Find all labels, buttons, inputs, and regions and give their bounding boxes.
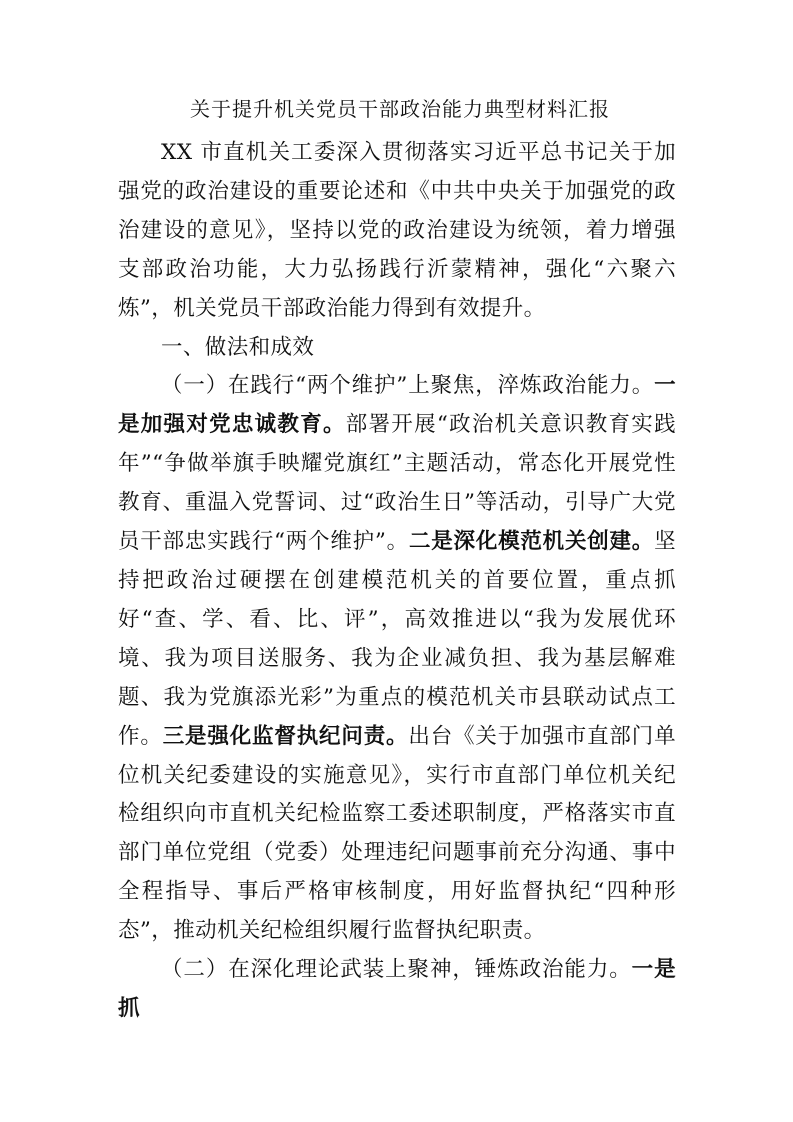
part1-item2-title: 二是深化模范机关创建。 xyxy=(408,529,655,555)
part1-paragraph xyxy=(118,367,676,951)
part1-item3-text: 出台《关于加强市直部门单位机关纪委建设的实施意见》，实行市直部门单位机关纪检组织向市直机关纪检监察工委述职制度，严格落实市直部门单位党组（党委）处理违纪问题事前充分沟通、事中全程指导、事后严格审核制度，用好监督执纪“四种形态”，推动机关纪检组织履行监督执纪职责。 xyxy=(118,723,676,944)
part1-item1-title: 一是加强对党忠诚教育。 xyxy=(118,373,676,438)
part1-item1-text: 部署开展“政治机关意识教育实践年”“争做举旗手映耀党旗红”主题活动，常态化开展党性教育、重温入党誓词、过“政治生日”等活动，引导广大党员干部忠实践行“两个维护”。 xyxy=(118,412,676,555)
part2-item1-title: 一是抓 xyxy=(118,957,676,1021)
part2-paragraph xyxy=(118,951,676,1029)
document-title: 关于提升机关党员干部政治能力典型材料汇报 xyxy=(190,97,610,121)
intro-paragraph: XX 市直机关工委深入贯彻落实习近平总书记关于加强党的政治建设的重要论述和《中共中央关于加强党的政治建设的意见》，坚持以党的政治建设为统领，着力增强支部政治功能，大力弘扬践行沂蒙精神，强化“六聚六炼”，机关党员干部政治能力得到有效提升。 xyxy=(118,140,676,321)
part1-item3-title: 三是强化监督执纪问责。 xyxy=(162,723,409,749)
document-body xyxy=(118,134,676,1029)
part1-item2-text: 坚持把政治过硬摆在创建模范机关的首要位置，重点抓好“查、学、看、比、评”，高效推进以“我为发展优环境、我为项目送服务、我为企业减负担、我为基层解难题、我为党旗添光彩”为重点的模范机关市县联动试点工作。 xyxy=(118,529,676,749)
part1-lead: （一）在践行“两个维护”上聚焦，淬炼政治能力。 xyxy=(161,373,655,399)
part2-lead: （二）在深化理论武装上聚神，锤炼政治能力。 xyxy=(161,957,632,983)
section-heading: 一、做法和成效 xyxy=(161,334,315,360)
